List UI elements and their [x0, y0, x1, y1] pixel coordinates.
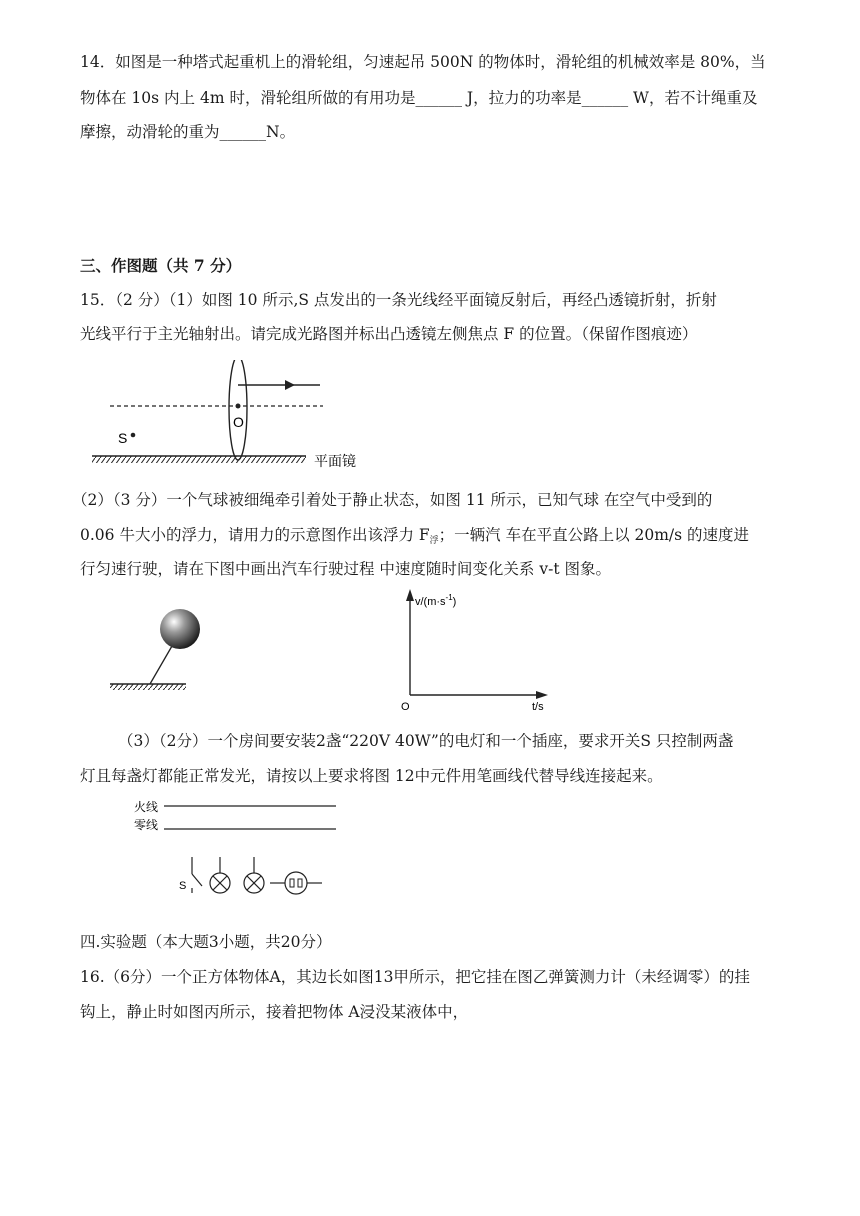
q15-part3-line-2: 灯且每盏灯都能正常发光，请按以上要求将图 12中元件用笔画线代替导线连接起来。	[80, 767, 663, 785]
q16-line-2: 钩上，静止时如图丙所示，接着把物体 A浸没某液体中，	[80, 1003, 469, 1021]
q15-part1-line-1: 15．（2 分）（1）如图 10 所示,S 点发出的一条光线经平面镜反射后，再经凸透镜折射，折射	[80, 291, 717, 309]
q15-part2-line-2a: 0.06 牛大小的浮力，请用力的示意图作出该浮力 F	[80, 526, 430, 544]
q14-line-1: 14．如图是一种塔式起重机上的滑轮组，匀速起吊 500N 的物体时，滑轮组的机械效率是 80%，当	[80, 53, 766, 71]
figure-10-optics	[80, 360, 380, 475]
q15-part2-line-3: 行匀速行驶，请在下图中画出汽车行驶过程 中速度随时间变化关系 v-t 图象。	[80, 560, 612, 578]
switch-label: S	[179, 880, 187, 892]
q15-part2-line-1: （2）（3 分）一个气球被细绳牵引着处于静止状态，如图 11 所示，已知气球 在空气中受到的	[72, 491, 713, 509]
live-wire-label: 火线	[134, 800, 159, 814]
figure-12-circuit	[130, 795, 345, 895]
label-s: S	[118, 430, 128, 446]
section-4-title: 四.实验题（本大题3小题，共20分）	[80, 933, 332, 951]
balloon	[160, 609, 200, 649]
plane-mirror-hatching	[92, 456, 306, 463]
convex-lens	[229, 360, 247, 460]
socket	[270, 872, 322, 894]
ground-hatching	[110, 684, 186, 690]
ray-arrow-icon	[285, 380, 295, 390]
switch-s	[179, 857, 202, 893]
q14-line-3: 摩擦，动滑轮的重为______N。	[80, 123, 296, 141]
balloon-string	[150, 646, 172, 684]
q15-part2-line-2b: ；一辆汽 车在平直公路上以 20m/s 的速度进	[438, 526, 750, 544]
point-s-dot	[131, 433, 136, 438]
q14-line-2: 物体在 10s 内上 4m 时，滑轮组所做的有用功是______ J，拉力的功率是______ W，若不计绳重及	[80, 89, 758, 107]
q15-part3-line-1: （3）（2分）一个房间要安装2盏“220V 40W”的电灯和一个插座，要求开关S 只控制两盏	[118, 732, 734, 750]
lamp-2	[244, 857, 264, 893]
label-o: O	[233, 414, 244, 430]
vt-graph	[395, 585, 560, 715]
label-plane-mirror: 平面镜	[314, 453, 356, 469]
buoyancy-subscript: 浮	[429, 536, 439, 546]
origin-label: O	[401, 701, 410, 713]
t-axis-arrow-icon	[536, 691, 548, 699]
q15-part1-line-2: 光线平行于主光轴射出。请完成光路图并标出凸透镜左侧焦点 F 的位置。（保留作图痕迹）	[80, 325, 698, 343]
optical-center-dot	[236, 404, 241, 409]
neutral-wire-label: 零线	[134, 818, 159, 832]
q15-part2-line-2	[80, 525, 749, 551]
figure-11-balloon	[100, 598, 220, 696]
v-axis-arrow-icon	[406, 589, 414, 601]
section-3-title: 三、作图题（共 7 分）	[80, 256, 242, 275]
q16-line-1: 16.（6分）一个正方体物体A，其边长如图13甲所示，把它挂在图乙弹簧测力计（未经调零）的挂	[80, 968, 750, 986]
t-axis-label: t/s	[532, 701, 544, 713]
v-axis-label: $v/(m\cdot s^{-1})$	[415, 593, 457, 608]
lamp-1	[210, 857, 230, 893]
